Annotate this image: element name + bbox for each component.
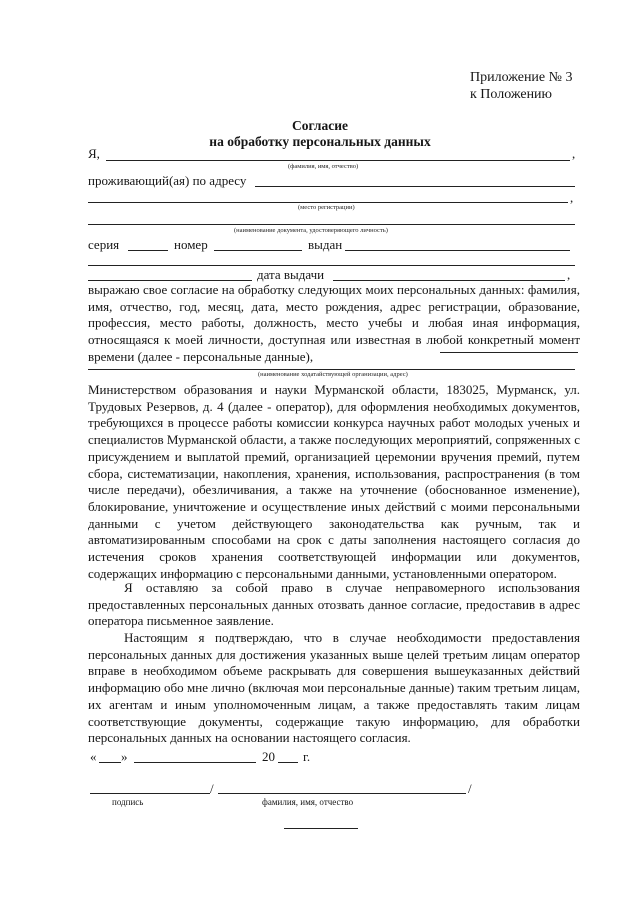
month-field-line[interactable]	[134, 762, 256, 763]
signature-field-line[interactable]	[90, 793, 210, 794]
comma: ,	[570, 190, 574, 205]
signature-slash-end: /	[468, 781, 472, 796]
issued-field-line-2[interactable]	[88, 265, 575, 266]
document-subtitle: на обработку персональных данных	[209, 134, 431, 149]
organization-field-line-2[interactable]	[88, 369, 575, 370]
address-field-line[interactable]	[255, 186, 575, 187]
signature-slash: /	[210, 781, 214, 796]
consent-text: выражаю свое согласие на обработку следующих моих персональных данных: фамилия, имя, отчество, год, месяц, дата, место рождения, адрес регистрации, образование, профессия, место работы, должность, место учебы и любая иная информация, относящаяся к моей личности, доступная или известная в любой конкретный момент времени (далее - персональные данные),	[88, 282, 580, 364]
series-label: серия	[88, 237, 120, 252]
issue-date-field-line[interactable]	[333, 280, 565, 281]
issued-by-continuation-line[interactable]	[88, 280, 252, 281]
number-field-line[interactable]	[214, 250, 302, 251]
year-field-line[interactable]	[278, 762, 298, 763]
day-field-line[interactable]	[99, 762, 121, 763]
organization-hint: (наименование ходатайствующей организации, адрес)	[258, 371, 408, 378]
document-hint: (наименование документа, удостоверяющего личность)	[234, 227, 388, 234]
footer-separator	[284, 828, 358, 829]
series-field-line[interactable]	[128, 250, 168, 251]
signature-hint: подпись	[112, 797, 144, 807]
comma: ,	[567, 267, 571, 282]
document-field-line[interactable]	[88, 224, 575, 225]
fio-field-line[interactable]	[106, 160, 570, 161]
appendix-number: Приложение № 3	[470, 70, 573, 85]
operator-paragraph: Министерством образования и науки Мурманской области, 183025, Мурманск, ул. Трудовых Резервов, д. 4 (далее - оператор), для оформления необходимых документов, требующихся в процессе работы комиссии конкурса научных работ молодых ученых и специалистов Мурманской области, а также последующих мероприятий, сопряженных с присуждением и выплатой премий, организацией церемонии вручения премий, путем сбора, систематизации, накопления, хранения, использования, распространения (в том числе передачи), обезличивания, а также на уточнение (обоснованное изменение), блокирование, уничтожение и осуществление иных действий с моими персональными данными с учетом действующего законодательства как ручным, так и автоматизированным способами на срок с даты заполнения настоящего согласия до истечения сроков хранения соответствующей информации или документов, содержащих информацию с персональными данными, установленными оператором.	[88, 382, 580, 581]
revocation-paragraph: Я оставляю за собой право в случае неправомерного использования предоставленных персональных данных отозвать данное согласие, предоставив в адрес оператора письменное заявление.	[88, 580, 580, 629]
year-prefix: 20	[262, 749, 275, 764]
address-label: проживающий(ая) по адресу	[88, 173, 247, 188]
address-field-line-2[interactable]	[88, 202, 568, 203]
fio-hint: (фамилия, имя, отчество)	[288, 163, 359, 170]
ya-label: Я,	[88, 146, 100, 161]
third-party-paragraph: Настоящим я подтверждаю, что в случае необходимости предоставления персональных данных для достижения указанных выше целей третьим лицам оператор вправе в необходимом объеме раскрывать для совершения вышеуказанных действий информацию обо мне лично (включая мои персональные данные) таким третьим лицам, их агентам и иным уполномоченным лицам, а также предоставлять таким лицам соответствующие документы, содержащие такую информацию, для обработки персональных данных на основании настоящего согласия.	[88, 630, 580, 746]
comma: ,	[572, 146, 576, 161]
date-quote-open: «	[90, 749, 97, 764]
issue-date-label: дата выдачи	[257, 267, 325, 282]
year-suffix: г.	[303, 749, 311, 764]
issued-field-line[interactable]	[345, 250, 570, 251]
appendix-reference: к Положению	[470, 87, 553, 102]
document-title: Согласие	[291, 118, 349, 133]
address-hint: (место регистрации)	[298, 204, 355, 211]
number-label: номер	[174, 237, 208, 252]
date-quote-close: »	[121, 749, 128, 764]
full-name-hint: фамилия, имя, отчество	[262, 797, 354, 807]
issued-label: выдан	[308, 237, 343, 252]
organization-field-line[interactable]	[440, 352, 578, 353]
full-name-field-line[interactable]	[218, 793, 466, 794]
